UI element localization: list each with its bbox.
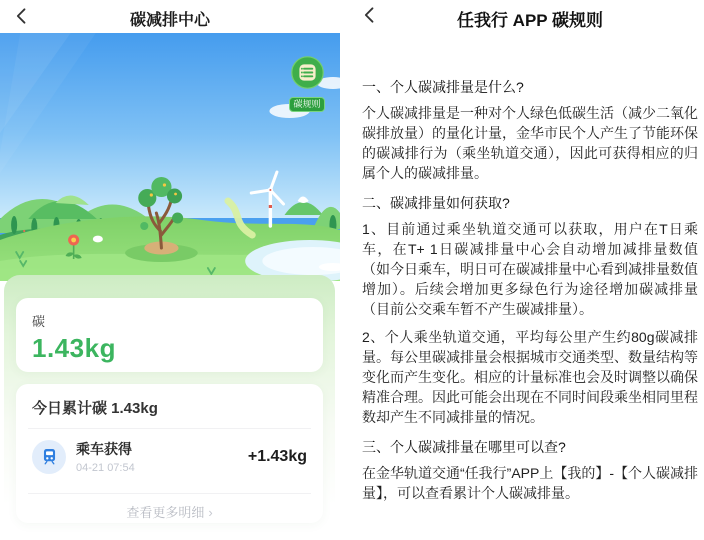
left-header: [0, 0, 340, 33]
section-3-heading: 三、个人碳减排量在哪里可以查?: [362, 439, 566, 455]
ride-title: 乘车获得: [76, 441, 132, 457]
section-1-heading: 一、个人碳减排量是什么?: [362, 79, 524, 95]
carbon-center-screen: [0, 0, 340, 540]
carbon-value: 1.43kg: [32, 333, 116, 363]
carbon-label: 碳: [32, 314, 46, 329]
section-1-paragraph: 个人碳减排量是一种对个人绿色低碳生活（减少二氧化碳排放量）的量化计量，金华市民个人产生了节能环保的碳减排行为（乘坐轨道交通），因此可获得相应的归属个人的碳减排量。: [362, 105, 698, 181]
carbon-rules-badge[interactable]: [287, 56, 327, 112]
chevron-right-icon: ›: [208, 505, 213, 520]
carbon-summary-card: [16, 298, 323, 372]
rules-badge-label: 碳规则: [289, 97, 324, 112]
ride-amount: +1.43kg: [247, 447, 307, 465]
carbon-rules-screen: [340, 0, 704, 540]
ride-record-row[interactable]: [32, 429, 307, 483]
section-3-paragraph: 在金华轨道交通“任我行”APP上【我的】-【个人碳减排量】，可以查看累计个人碳减排量。: [362, 465, 698, 501]
forest-illustration: [0, 33, 340, 281]
summary-panel: [4, 275, 335, 540]
today-detail-card: [16, 384, 323, 523]
metro-train-icon: [32, 440, 66, 474]
rules-body: [362, 33, 698, 503]
ride-info: [76, 439, 135, 474]
page-title: 碳减排中心: [129, 12, 210, 29]
section-2-heading: 二、碳减排量如何获取?: [362, 195, 510, 211]
view-more-link[interactable]: [32, 494, 307, 521]
rules-page-title: 任我行 APP 碳规则: [456, 11, 604, 30]
section-2-paragraph-2: 2、个人乘坐轨道交通，平均每公里产生约80g碳减排量。每公里碳减排量会根据城市交通类型、数量结构等变化而产生变化。相应的计量标准也会及时调整以确保精准合理。因此可能会出现在不同时间段乘坐相同里程数却产生不同减排量的情况。: [362, 329, 698, 425]
today-total-title: 今日累计碳 1.43kg: [32, 400, 158, 417]
view-more-label: 查看更多明细: [126, 505, 205, 520]
section-2-paragraph-1: 1、目前通过乘坐轨道交通可以获取，用户在T日乘车，在T+ 1日碳减排量中心会自动增加减排量数值（如今日乘车，明日可在碳减排量中心看到减排量数值增加）。后续会增加更多绿色行为途径增加碳减排量（目前公交乘车暂不产生碳减排量）。: [362, 221, 698, 317]
right-header: [362, 0, 698, 33]
notebook-list-icon: [291, 56, 324, 89]
ride-timestamp: 04-21 07:54: [76, 462, 135, 474]
